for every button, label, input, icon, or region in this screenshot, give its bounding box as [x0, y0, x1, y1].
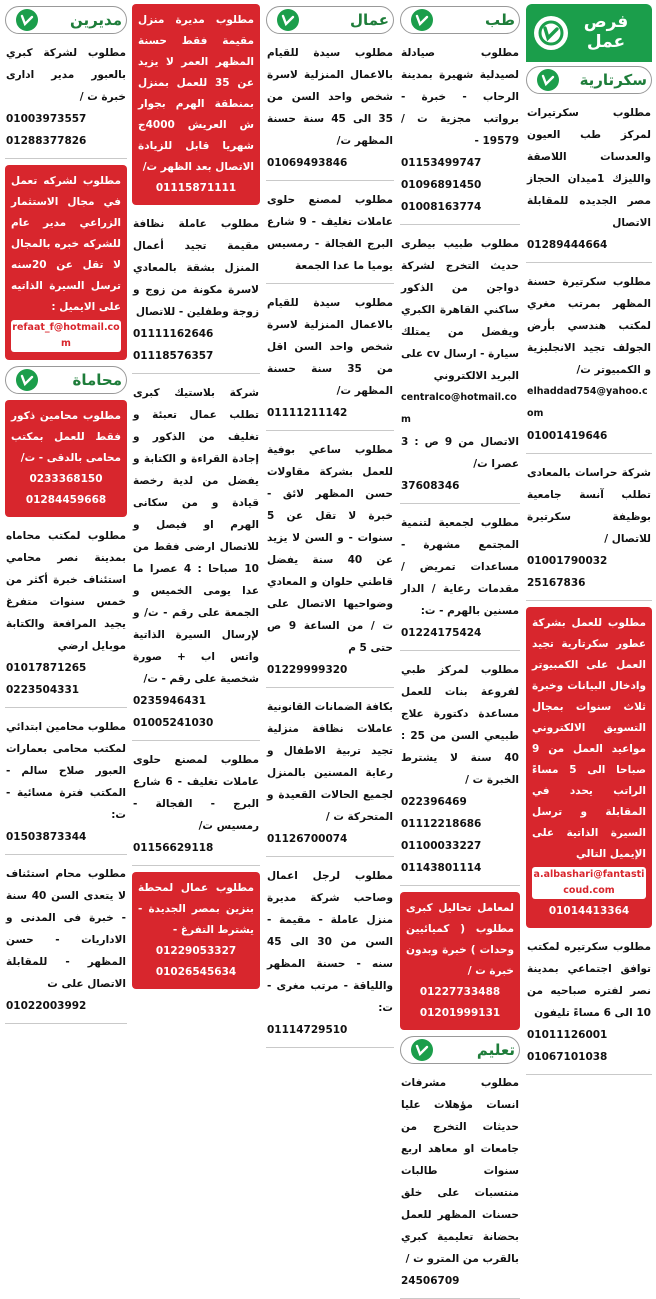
- jobs-header: [526, 4, 652, 62]
- ad-phone: 0233368150: [29, 473, 103, 485]
- ad-phone: 01001419646: [527, 430, 608, 442]
- ad-text: مطلوب لمركز طبي لفروعة بنات للعمل مساعدة دكتورة علاج طبيعي السن من 25 : 40 سنة لا يشترط الخبرة ت /: [401, 664, 520, 786]
- classified-ad: [266, 290, 394, 431]
- check-arrow-icon: [534, 16, 568, 50]
- classified-ad: [526, 100, 652, 263]
- section-education: [400, 1036, 520, 1064]
- column-workers: [266, 4, 394, 1109]
- ad-text: مطلوب عاملة نظافة مقيمة تجيد أعمال المنزل بشقة بالمعادي لاسرة مكونة من زوج و زوجة وطفلين - للاتصال: [133, 218, 259, 318]
- ad-email: a.albashari@fantasticoud.com: [532, 867, 646, 899]
- ad-text: مطلوب مشرفات انسات مؤهلات عليا حديثات التخرج من جامعات او معاهد اربع سنوات طالبات منتسبات على خلق حسنات المظهر للعمل بحضانة تعليمية كبري بالقرب من المترو ت /: [401, 1077, 519, 1265]
- section-title: مديرين: [69, 11, 122, 29]
- classified-ad: [400, 40, 520, 225]
- ad-text: مطلوب سكرتيرات لمركز طب العيون والعدسات اللاصقة والليزك 1ميدان الحجاز مصر الجديده للمقابلة الاتصال: [527, 107, 651, 229]
- classified-ad: [526, 269, 652, 454]
- ad-phone: 01003973557: [6, 113, 87, 125]
- classified-ad: [400, 1070, 520, 1299]
- check-arrow-icon: [537, 69, 559, 91]
- jobs-title: فرص عمل: [583, 12, 629, 52]
- classified-ad: [526, 460, 652, 601]
- classified-ad: [132, 747, 260, 866]
- ad-text: مطلوب لمصنع حلوى عاملات تغليف - 9 شارع البرج الفجالة - رمسيس يوميا ما عدا الجمعة: [267, 194, 393, 272]
- ad-phone: 01008163774: [401, 201, 482, 213]
- ad-text: مطلوب مديرة منزل مقيمة فقط حسنة المظهر العمر لا يزيد عن 35 للعمل بمنزل بمنطقة الهرم بجوار ش العريش 4000ج شهريا قابل للزيادة الاتصال بعد الظهر ت/: [138, 14, 255, 173]
- ad-phone: 01288377826: [6, 135, 87, 147]
- ad-text: مطلوب لمصنع حلوى عاملات تغليف - 6 شارع البرج - الفجالة - رمسيس ت/: [133, 754, 259, 832]
- ad-email: elhaddad754@yahoo.com: [527, 386, 648, 419]
- ad-phone: 37608346: [401, 480, 460, 492]
- check-arrow-icon: [411, 9, 433, 31]
- ad-phone: 01284459668: [25, 494, 107, 506]
- check-arrow-icon: [16, 9, 38, 31]
- classified-ad: [400, 892, 520, 1030]
- classified-ad: [266, 863, 394, 1048]
- ad-phone: 25167836: [527, 577, 586, 589]
- ad-email: refaat_f@hotmail.com: [11, 320, 121, 352]
- ad-text: مطلوب صيادلة لصيدلية شهيرة بمدينة الرحاب - خبرة - برواتب مجزية ت / 19579 -: [401, 47, 519, 147]
- ad-phone: 01115871111: [155, 182, 237, 194]
- ad-phone: 01503873344: [6, 831, 87, 843]
- ad-phone: 01069493846: [267, 157, 348, 169]
- section-lawyer: [5, 366, 127, 394]
- classified-ad: [266, 187, 394, 284]
- ad-phone: 01011126001: [527, 1029, 608, 1041]
- ad-phone: 01111162646: [133, 328, 214, 340]
- ad-phone: 01143801114: [401, 862, 482, 874]
- section-workers: [266, 6, 394, 34]
- ad-phone: 01026545634: [155, 966, 237, 978]
- ad-phone: 01201999131: [419, 1007, 501, 1019]
- section-title: سكرتارية: [579, 71, 647, 89]
- ad-text: شركة بلاستيك كبرى تطلب عمال تعبئة و تغليف من الذكور و إجادة القراءة و الكتابة و يفضل من لدية رخصة قيادة و من سكانى الهرم او فيصل و للاتصال ارضى فقط من 10 صباحا : 4 عصرا ما عدا يومى الخميس و الجمعة على رقم - ت/ و لإرسال السيرة الذاتية واتس اب + صورة شخصية على رقم - ت/: [133, 387, 259, 685]
- ad-phone: 24506709: [401, 1275, 460, 1287]
- section-title: تعليم: [476, 1041, 515, 1059]
- classified-ad: [132, 872, 260, 989]
- ad-text: مطلوب عمال لمحطة بنزين بمصر الجديدة - يشترط التفرغ -: [138, 882, 254, 936]
- ad-text: بكافة الضمانات القانونية عاملات نظافة منزلية تجيد تربية الاطفال و رعاية المسنين بالمنزل لجميع الحالات القعيدة و المتحركة ت /: [266, 701, 393, 823]
- ad-text: مطلوب لشركه تعمل في مجال الاستثمار الزراعي مدير عام للشركه خبره بالمجال لا تقل عن 20سنه ترسل السيرة الذاتيه على الايميل :: [11, 175, 121, 313]
- section-secretary: [526, 66, 652, 94]
- classified-ad: [5, 714, 127, 855]
- ad-email: centralco@hotmail.com: [401, 392, 517, 425]
- classified-ad: [400, 657, 520, 886]
- classified-ad: [526, 934, 652, 1075]
- classified-ad: [5, 165, 127, 360]
- classified-ad: [5, 40, 127, 159]
- ad-phone: 01289444664: [527, 239, 608, 251]
- ad-text: مطلوب سكرتيره لمكتب توافق اجتماعي بمدينة نصر لفتره صباحيه من 10 الى 6 مساءً تليفون: [527, 941, 651, 1019]
- classified-ad: [266, 694, 394, 857]
- ad-phone: 01111211142: [267, 407, 348, 419]
- ad-text: مطلوب سيدة للقيام بالاعمال المنزلية لاسرة شخص واحد السن من 35 الى 45 سنة حسنة المظهر ت/: [267, 47, 393, 147]
- section-medicine: [400, 6, 520, 34]
- ad-phone: 01229999320: [267, 664, 348, 676]
- classified-ad: [132, 4, 260, 205]
- classified-ad: [266, 40, 394, 181]
- ad-hours: الاتصال من 9 ص : 3 عصرا ت/: [401, 436, 519, 470]
- ad-phone: 01001790032: [527, 555, 608, 567]
- ad-text: مطلوب طبيب بيطرى حديث التخرج لشركة دواجن من الذكور ساكني القاهرة الكبري ويفضل من يمتلك سيارة - ارسال cv على البريد الالكتروني: [401, 238, 519, 382]
- ad-text: مطلوب لشركة كبري بالعبور مدير ادارى خبرة ت /: [6, 47, 126, 103]
- ad-phone: 01014413364: [548, 905, 630, 917]
- section-title: محاماة: [72, 371, 122, 389]
- classified-ad: [5, 861, 127, 1024]
- ad-phone: 01005241030: [133, 717, 214, 729]
- ad-text: مطلوب محامين ذكور فقط للعمل بمكتب محامى بالدقى - ت/: [11, 410, 121, 464]
- classified-ad: [5, 400, 127, 517]
- column-managers: [5, 4, 127, 1109]
- ad-phone: 01229053327: [155, 945, 237, 957]
- check-arrow-icon: [277, 9, 299, 31]
- ad-phone: 01100033227: [401, 840, 482, 852]
- ad-text: مطلوب للعمل بشركة عطور سكرتارية تجيد العمل على الكمبيوتر وادخال البيانات وخبرة ثلاث سنوات بمجال التسويق الالكتروني مواعيد العمل من 9 صباحا الى 5 مساءً الراتب يحدد في المقابلة و ترسل السيرة الذاتية على الإيميل التالي: [532, 617, 646, 860]
- ad-text: لمعامل تحاليل كبرى مطلوب ( كميائيين وحدات ) خبرة وبدون خبرة ت /: [406, 902, 514, 977]
- ad-text: مطلوب محامين ابتدائي لمكتب محامى بعمارات العبور صلاح سالم - المكتب فترة مسائية - ت:: [6, 721, 126, 821]
- ad-text: مطلوب لرجل اعمال وصاحب شركة مديرة منزل عاملة - مقيمة - السن من 30 الى 45 سنه - حسنة المظهر واللياقة - مرتب مغرى - ت:: [267, 870, 393, 1014]
- ad-phone: 022396469: [401, 796, 467, 808]
- ad-phone: 01156629118: [133, 842, 214, 854]
- ad-phone: 01022003992: [6, 1000, 87, 1012]
- ad-phone: 01153499747: [401, 157, 482, 169]
- ad-phone: 0235946431: [133, 695, 207, 707]
- ad-phone: 0223504331: [6, 684, 80, 696]
- ad-text: مطلوب محام استئناف لا يتعدى السن 40 سنة - خبرة فى المدنى و الاداريات - حسن المظهر - للمقابلة الاتصال على ت: [6, 868, 126, 990]
- ad-phone: 01112218686: [401, 818, 482, 830]
- classified-ad: [132, 380, 260, 741]
- ad-text: مطلوب لمكتب محاماه بمدينة نصر محامي استئناف خبرة أكثر من خمس سنوات متفرغ يجيد المرافعة والكتابة موبايل ارضي: [6, 530, 126, 652]
- check-arrow-icon: [411, 1039, 433, 1061]
- ad-phone: 01126700074: [267, 833, 348, 845]
- ad-phone: 01017871265: [6, 662, 87, 674]
- ad-phone: 01118576357: [133, 350, 214, 362]
- classified-ad: [526, 607, 652, 928]
- check-arrow-icon: [16, 369, 38, 391]
- classified-ad: [5, 523, 127, 708]
- classified-ad: [132, 211, 260, 374]
- section-title: عمال: [350, 11, 389, 29]
- column-workers-2: [132, 4, 260, 1109]
- classified-ad: [266, 437, 394, 688]
- ad-text: مطلوب ساعي بوفية للعمل بشركة مقاولات حسن المظهر لائق - خبرة لا تقل عن 5 سنوات - و السن لا يزيد عن 40 سنة يفضل قاطني حلوان و المعادي وضواحيها الاتصال على ت / من الساعة 9 ص حتى 5 م: [267, 444, 393, 654]
- ad-phone: 01067101038: [527, 1051, 608, 1063]
- ad-phone: 01114729510: [267, 1024, 348, 1036]
- column-secretary: [526, 4, 652, 1109]
- classified-ad: [400, 231, 520, 504]
- classified-ad: [400, 510, 520, 651]
- ad-text: مطلوب سيدة للقيام بالاعمال المنزلية لاسرة شخص واحد السن اقل من 35 سنة حسنة المظهر ت/: [267, 297, 394, 397]
- ad-phone: 01224175424: [401, 627, 482, 639]
- ad-text: شركة حراسات بالمعادى تطلب آنسة جامعية بوظيفة سكرتيرة للاتصال /: [527, 467, 651, 545]
- column-medicine: [400, 4, 520, 1287]
- ad-text: مطلوب سكرتيرة حسنة المظهر بمرتب مغري لمكتب هندسي بأرض الجولف تجيد الانجليزية و الكمبيوتر ت/: [527, 276, 651, 376]
- section-title: طب: [484, 11, 515, 29]
- ad-phone: 01096891450: [401, 179, 482, 191]
- section-managers: [5, 6, 127, 34]
- ad-phone: 01227733488: [419, 986, 501, 998]
- ad-text: مطلوب لجمعية لتنمية المجتمع مشهرة - مساعدات تمريض / مقدمات رعاية / الدار مسنين بالهرم - ت:: [401, 517, 519, 617]
